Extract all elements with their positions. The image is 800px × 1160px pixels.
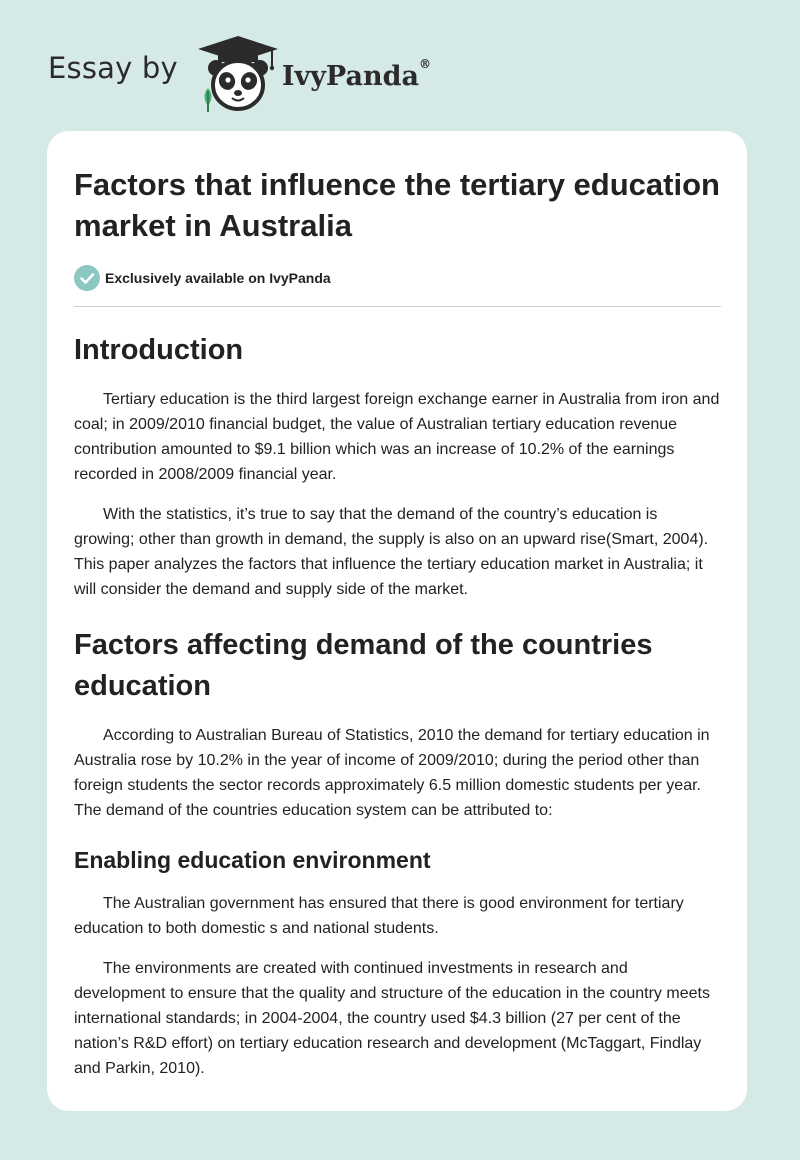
registered-mark: ® xyxy=(418,56,431,71)
exclusive-badge-label: Exclusively available on IvyPanda xyxy=(105,270,331,286)
body-paragraph: The environments are created with continued investments in research and development to ensure that the quality and structure of the education in the country meets international standards; in 2004-2004, the country used $4.3 billion (27 per cent of the nation’s R&D effort) on tertiary education research and development (McTaggart, Findlay and Parkin, 2010). xyxy=(74,960,710,1077)
body-paragraph: With the statistics, it’s true to say that the demand of the country’s education is growing; other than growth in demand, the supply is also on an upward rise(Smart, 2004). This paper analyzes the factors that influence the tertiary education market in Australia; it will consider the demand and supply side of the market. xyxy=(74,506,709,598)
body-paragraph: According to Australian Bureau of Statistics, 2010 the demand for tertiary education in Australia rose by 10.2% in the year of income of 2009/2010; during the period other than foreign students the sector records approximately 6.5 million domestic students per year. The demand of the countries education system can be attributed to: xyxy=(74,727,710,819)
body-paragraph: Tertiary education is the third largest foreign exchange earner in Australia from iron and coal; in 2009/2010 financial budget, the value of Australian tertiary education revenue contribution amounted to $9.1 billion which was an increase of 10.2% of the earnings recorded in 2008/2009 financial year. xyxy=(74,391,720,483)
body-paragraph: The Australian government has ensured that there is good environment for tertiary education to both domestic s and national students. xyxy=(74,895,684,937)
section-heading-introduction: Introduction xyxy=(74,334,244,366)
checkmark-icon xyxy=(74,265,100,291)
section-heading-demand-factors: Factors affecting demand of the countries education xyxy=(74,629,653,702)
essay-by-label: Essay by xyxy=(48,51,178,85)
panda-graduate-logo-icon[interactable] xyxy=(192,34,284,114)
brand-name[interactable]: IvyPanda® xyxy=(281,56,431,92)
essay-title: Factors that influence the tertiary education market in Australia xyxy=(74,167,720,243)
essay-card xyxy=(47,131,747,1111)
subsection-heading-enabling-environment: Enabling education environment xyxy=(74,847,431,873)
site-header xyxy=(48,34,431,114)
exclusive-badge xyxy=(74,265,721,307)
